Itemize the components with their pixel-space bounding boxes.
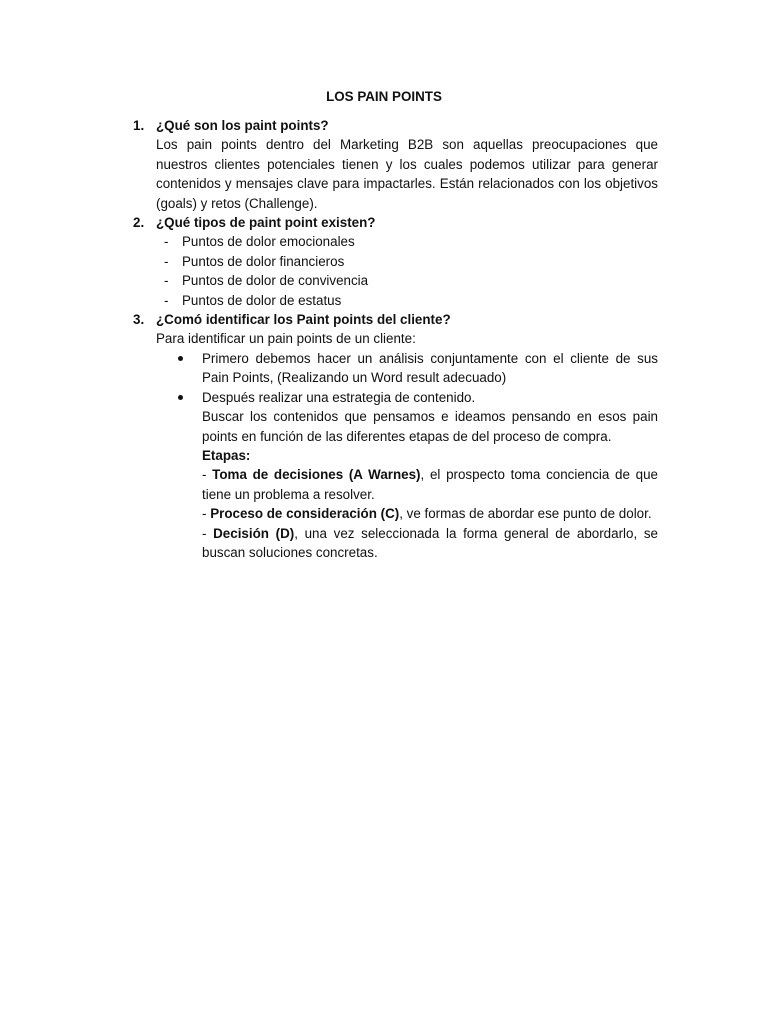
list-item-text: Puntos de dolor de convivencia bbox=[182, 273, 369, 289]
stage-prefix: - bbox=[202, 467, 213, 483]
stage-name: Toma de decisiones (A Warnes) bbox=[212, 467, 421, 483]
list-item-text: Primero debemos hacer un análisis conjuntamente con el cliente de sus Pain Points, (Realizando un Word result adecuado) bbox=[202, 350, 658, 386]
stage-name: Proceso de consideración (C) bbox=[210, 506, 400, 522]
section-1-heading-text: ¿Qué son los paint points? bbox=[156, 118, 329, 133]
list-item bbox=[164, 291, 658, 310]
dash-marker: - bbox=[164, 273, 169, 289]
dash-marker: - bbox=[164, 253, 169, 269]
list-item-text: Puntos de dolor financieros bbox=[182, 253, 345, 269]
stage-prefix: - bbox=[202, 506, 211, 522]
list-item bbox=[164, 252, 658, 271]
section-2-heading bbox=[133, 213, 658, 232]
stage-prefix: - bbox=[202, 525, 214, 541]
section-1-paragraph: Los pain points dentro del Marketing B2B son aquellas preocupaciones que nuestros clientes potenciales tienen y los cuales podemos utilizar para generar contenidos y mensajes clave para impactarles. Están relacionados con los objetivos (goals) y retos (Challenge). bbox=[156, 137, 658, 211]
stage-name: Decisión (D) bbox=[213, 525, 295, 541]
list-item bbox=[202, 349, 658, 388]
section-3-number: 3. bbox=[133, 312, 145, 328]
section-3-heading bbox=[133, 310, 658, 329]
section-3-intro: Para identificar un pain points de un cliente: bbox=[156, 331, 416, 347]
section-1-heading bbox=[133, 116, 658, 135]
list-item-text: Después realizar una estrategia de contenido. bbox=[202, 389, 476, 405]
stage-item bbox=[202, 465, 658, 504]
list-item bbox=[164, 232, 658, 251]
stage-item bbox=[202, 504, 658, 523]
document-body bbox=[133, 116, 658, 562]
stage-item bbox=[202, 524, 658, 563]
identification-steps-list bbox=[202, 349, 658, 562]
stages-label: Etapas: bbox=[202, 447, 251, 463]
pain-point-types-list bbox=[164, 232, 658, 310]
section-2-number: 2. bbox=[133, 215, 145, 231]
section-3-heading-text: ¿Comó identificar los Paint points del cliente? bbox=[156, 312, 451, 328]
bullet-marker bbox=[178, 395, 183, 400]
document-title: LOS PAIN POINTS bbox=[326, 89, 442, 104]
stage-description: , el prospecto toma conciencia de que tiene un problema a resolver. bbox=[202, 467, 658, 502]
section-1-number: 1. bbox=[133, 118, 145, 133]
list-item-text: Puntos de dolor emocionales bbox=[182, 234, 355, 250]
dash-marker: - bbox=[164, 292, 169, 308]
bullet-marker bbox=[178, 356, 183, 361]
section-2-heading-text: ¿Qué tipos de paint point existen? bbox=[156, 215, 376, 231]
dash-marker: - bbox=[164, 234, 169, 250]
list-item bbox=[164, 271, 658, 290]
list-item bbox=[202, 388, 658, 563]
stage-description: , una vez seleccionada la forma general de abordarlo, se buscan soluciones concretas. bbox=[202, 525, 658, 560]
list-item-detail: Buscar los contenidos que pensamos e ideamos pensando en esos pain points en función de las diferentes etapas de del proceso de compra. bbox=[202, 409, 658, 444]
list-item-text: Puntos de dolor de estatus bbox=[182, 292, 342, 308]
stage-description: , ve formas de abordar ese punto de dolor. bbox=[399, 506, 652, 522]
